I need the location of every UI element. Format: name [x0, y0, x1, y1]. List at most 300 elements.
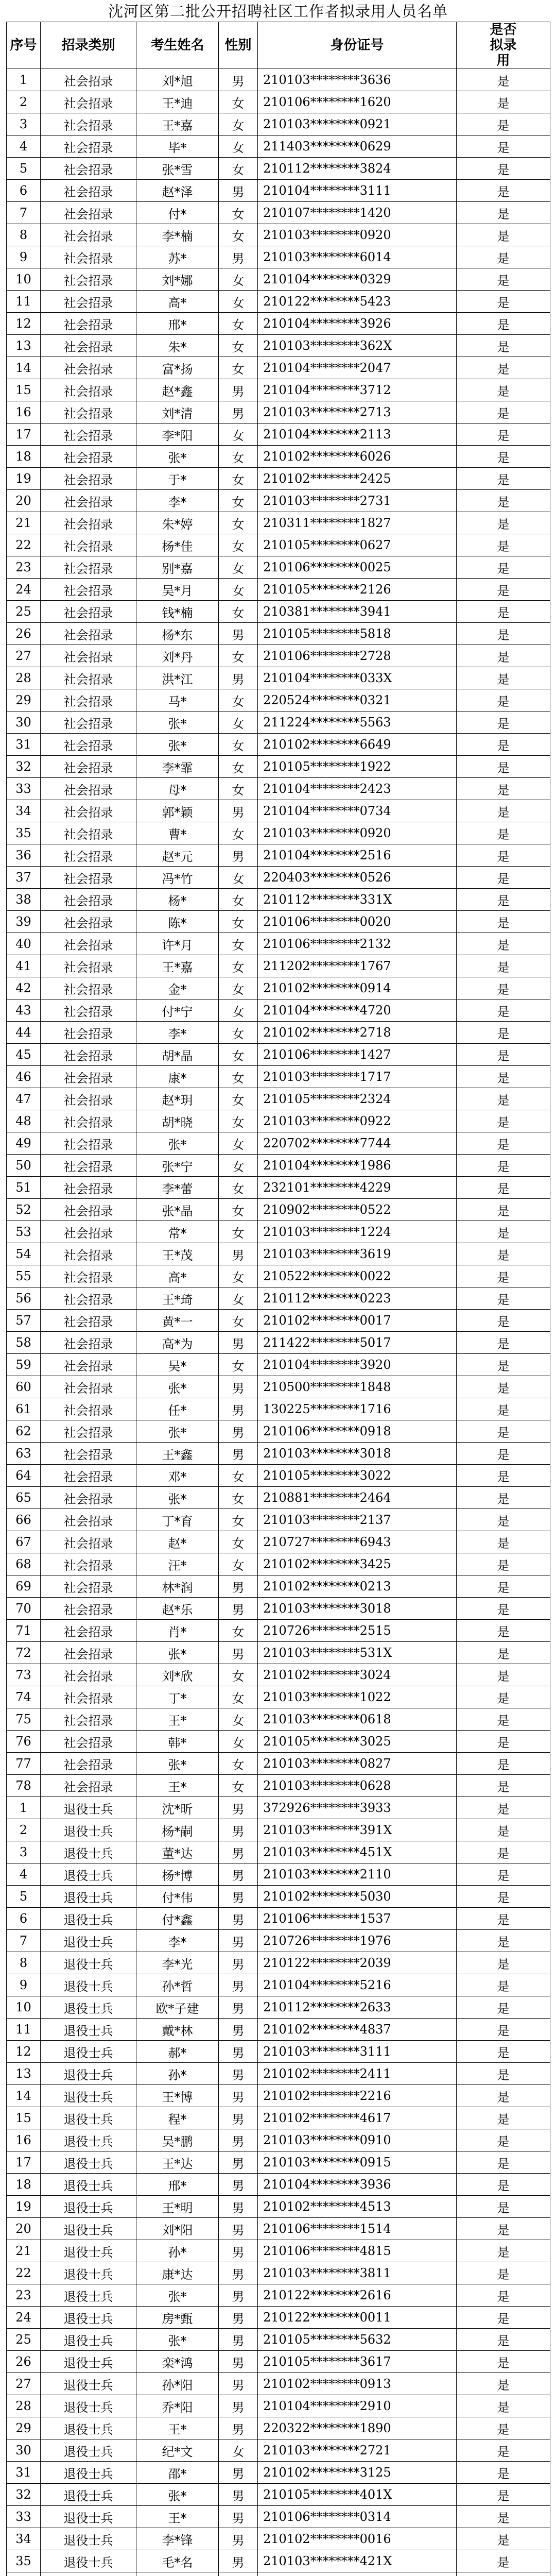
cell-name: 常*: [136, 1221, 219, 1243]
cell-sex: 女: [219, 645, 258, 667]
cell-hired: 是: [457, 2550, 550, 2572]
cell-hired: 是: [457, 778, 550, 800]
cell-name: 董*达: [136, 1841, 219, 1863]
cell-category: 社会招录: [41, 1553, 136, 1575]
cell-sex: 女: [219, 711, 258, 734]
cell-name: 韩*: [136, 1731, 219, 1753]
cell-sex: 男: [219, 2395, 258, 2417]
cell-hired: 是: [457, 1531, 550, 1553]
cell-sex: 女: [219, 1509, 258, 1531]
cell-seq: 50: [7, 1155, 41, 1177]
cell-name: 曹*: [136, 822, 219, 844]
table-row: [7, 1332, 550, 1354]
cell-seq: 43: [7, 999, 41, 1022]
table-row: [7, 1974, 550, 1996]
cell-category: 社会招录: [41, 379, 136, 401]
cell-id-number: 210105********3617: [258, 2351, 457, 2373]
cell-name: 赵*: [136, 1531, 219, 1553]
cell-seq: 7: [7, 202, 41, 224]
table-row: [7, 1066, 550, 1088]
table-row: [7, 1287, 550, 1310]
cell-name: 丁*育: [136, 1509, 219, 1531]
cell-name: 王*: [136, 2417, 219, 2439]
table-row: [7, 711, 550, 734]
cell-id-number: 210102********3425: [258, 1553, 457, 1575]
cell-hired: [457, 2572, 550, 2576]
cell-seq: 32: [7, 2484, 41, 2506]
cell-hired: 是: [457, 1022, 550, 1044]
table-row: [7, 1886, 550, 1908]
cell-seq: 35: [7, 2550, 41, 2572]
cell-name: 刘*丹: [136, 645, 219, 667]
cell-seq: 33: [7, 778, 41, 800]
cell-sex: 男: [219, 1243, 258, 1265]
cell-name: 王*明: [136, 2196, 219, 2218]
cell-id-number: 211224********5563: [258, 711, 457, 734]
cell-seq: 4: [7, 1863, 41, 1886]
cell-id-number: 210726********1976: [258, 1930, 457, 1952]
cell-category: 社会招录: [41, 490, 136, 512]
cell-id-number: 210902********0522: [258, 1199, 457, 1221]
cell-id-number: 210522********0022: [258, 1265, 457, 1287]
cell-seq: 28: [7, 667, 41, 689]
cell-hired: 是: [457, 822, 550, 844]
cell-hired: 是: [457, 1996, 550, 2019]
cell-seq: 63: [7, 1443, 41, 1465]
cell-seq: 53: [7, 1221, 41, 1243]
cell-seq: 51: [7, 1177, 41, 1199]
cell-hired: 是: [457, 446, 550, 468]
cell-id-number: 210103********391X: [258, 1819, 457, 1841]
cell-name: [136, 2572, 219, 2576]
cell-id-number: 210102********2411: [258, 2063, 457, 2085]
cell-sex: 男: [219, 2351, 258, 2373]
cell-hired: 是: [457, 955, 550, 977]
cell-name: 丁*: [136, 1686, 219, 1708]
cell-hired: 是: [457, 335, 550, 357]
cell-id-number: 210104********2113: [258, 423, 457, 446]
cell-name: 邓*: [136, 1465, 219, 1487]
cell-category: 社会招录: [41, 446, 136, 468]
table-row: [7, 2506, 550, 2528]
cell-sex: 女: [219, 113, 258, 135]
cell-name: 赵*鑫: [136, 379, 219, 401]
cell-id-number: 210106********0314: [258, 2506, 457, 2528]
header-hired: [457, 22, 550, 69]
cell-category: 社会招录: [41, 1199, 136, 1221]
cell-seq: 8: [7, 224, 41, 246]
cell-category: 社会招录: [41, 1132, 136, 1155]
cell-category: 社会招录: [41, 135, 136, 158]
cell-sex: 男: [219, 1443, 258, 1465]
cell-category: 退役士兵: [41, 2151, 136, 2174]
cell-name: 杨*东: [136, 623, 219, 645]
cell-sex: 男: [219, 1398, 258, 1420]
cell-category: 退役士兵: [41, 1819, 136, 1841]
table-row: [7, 977, 550, 999]
cell-id-number: [258, 2572, 457, 2576]
cell-category: 退役士兵: [41, 2041, 136, 2063]
cell-sex: 男: [219, 1420, 258, 1443]
cell-seq: 20: [7, 490, 41, 512]
cell-sex: 男: [219, 1376, 258, 1398]
cell-hired: 是: [457, 1265, 550, 1287]
cell-id-number: 210103********1022: [258, 1686, 457, 1708]
cell-id-number: 210103********0910: [258, 2129, 457, 2151]
cell-category: 社会招录: [41, 357, 136, 379]
cell-category: 社会招录: [41, 69, 136, 91]
cell-seq: 48: [7, 1110, 41, 1132]
cell-category: 社会招录: [41, 1598, 136, 1620]
cell-seq: 44: [7, 1022, 41, 1044]
table-row: [7, 2085, 550, 2107]
cell-hired: 是: [457, 1132, 550, 1155]
cell-id-number: 210103********2137: [258, 1509, 457, 1531]
cell-seq: 26: [7, 623, 41, 645]
cell-name: 张*: [136, 1420, 219, 1443]
cell-seq: 18: [7, 446, 41, 468]
cell-category: 社会招录: [41, 1265, 136, 1287]
cell-hired: 是: [457, 2174, 550, 2196]
cell-name: 孙*阳: [136, 2373, 219, 2395]
cell-sex: 男: [219, 2041, 258, 2063]
cell-sex: 女: [219, 1177, 258, 1199]
cell-sex: 男: [219, 1974, 258, 1996]
cell-name: 张*: [136, 2484, 219, 2506]
cell-id-number: 210104********0734: [258, 800, 457, 822]
cell-hired: 是: [457, 113, 550, 135]
table-row: [7, 1487, 550, 1509]
table-row: [7, 158, 550, 180]
cell-hired: 是: [457, 1974, 550, 1996]
cell-sex: 男: [219, 2528, 258, 2550]
table-row: [7, 335, 550, 357]
cell-name: 王*鑫: [136, 1443, 219, 1465]
table-row: [7, 1177, 550, 1199]
table-row: [7, 2351, 550, 2373]
cell-hired: 是: [457, 1221, 550, 1243]
cell-name: 高*为: [136, 1332, 219, 1354]
cell-hired: 是: [457, 202, 550, 224]
table-row: [7, 1443, 550, 1465]
cell-id-number: 210103********0920: [258, 822, 457, 844]
cell-category: 社会招录: [41, 1332, 136, 1354]
table-row: [7, 91, 550, 113]
cell-sex: 男: [219, 1797, 258, 1819]
cell-sex: 女: [219, 1708, 258, 1731]
cell-hired: 是: [457, 135, 550, 158]
table-row: [7, 291, 550, 313]
cell-seq: 19: [7, 2196, 41, 2218]
cell-name: 王*茂: [136, 1243, 219, 1265]
cell-seq: 34: [7, 2528, 41, 2550]
cell-name: 王*博: [136, 2085, 219, 2107]
cell-sex: 男: [219, 2284, 258, 2307]
cell-name: 王*嘉: [136, 113, 219, 135]
cell-id-number: 210106********2728: [258, 645, 457, 667]
cell-seq: 71: [7, 1620, 41, 1642]
cell-name: 李*: [136, 490, 219, 512]
cell-name: 肖*: [136, 1620, 219, 1642]
cell-hired: 是: [457, 490, 550, 512]
cell-hired: 是: [457, 2129, 550, 2151]
cell-hired: 是: [457, 357, 550, 379]
cell-seq: 58: [7, 1332, 41, 1354]
cell-seq: 18: [7, 2174, 41, 2196]
table-row: [7, 911, 550, 933]
cell-seq: 46: [7, 1066, 41, 1088]
table-row: [7, 1376, 550, 1398]
cell-sex: 女: [219, 534, 258, 556]
table-row: [7, 357, 550, 379]
table-row: [7, 1575, 550, 1598]
cell-hired: 是: [457, 1465, 550, 1487]
cell-seq: 31: [7, 2462, 41, 2484]
cell-seq: 23: [7, 2284, 41, 2307]
cell-sex: 男: [219, 800, 258, 822]
cell-id-number: 210122********2616: [258, 2284, 457, 2307]
cell-seq: 32: [7, 756, 41, 778]
header-name: 考生姓名: [136, 22, 219, 69]
cell-hired: 是: [457, 2107, 550, 2129]
cell-id-number: 210104********3920: [258, 1354, 457, 1376]
cell-name: 林*润: [136, 1575, 219, 1598]
cell-category: 社会招录: [41, 867, 136, 889]
cell-name: 孙*: [136, 2240, 219, 2262]
cell-category: 社会招录: [41, 1066, 136, 1088]
cell-category: 社会招录: [41, 800, 136, 822]
table-row: [7, 1310, 550, 1332]
table-row: [7, 379, 550, 401]
cell-sex: 女: [219, 291, 258, 313]
cell-category: 社会招录: [41, 246, 136, 268]
cell-id-number: 210103********2713: [258, 401, 457, 423]
cell-seq: 5: [7, 1886, 41, 1908]
cell-id-number: 210107********1420: [258, 202, 457, 224]
cell-hired: 是: [457, 2307, 550, 2329]
cell-seq: 69: [7, 1575, 41, 1598]
cell-sex: 女: [219, 2439, 258, 2462]
cell-id-number: 210102********2216: [258, 2085, 457, 2107]
cell-name: 李*: [136, 1930, 219, 1952]
table-row: [7, 1996, 550, 2019]
cell-seq: 55: [7, 1265, 41, 1287]
cell-category: 社会招录: [41, 1531, 136, 1553]
cell-id-number: 210104********4720: [258, 999, 457, 1022]
table-row: [7, 2151, 550, 2174]
header-sex: 性别: [219, 22, 258, 69]
cell-name: 母*: [136, 778, 219, 800]
cell-category: 退役士兵: [41, 2085, 136, 2107]
cell-name: 富*扬: [136, 357, 219, 379]
cell-name: 胡*晶: [136, 1044, 219, 1066]
cell-name: 杨*博: [136, 1863, 219, 1886]
cell-category: 社会招录: [41, 1642, 136, 1664]
table-row: [7, 268, 550, 291]
cell-sex: 男: [219, 379, 258, 401]
cell-sex: 女: [219, 1686, 258, 1708]
cell-sex: [219, 2572, 258, 2576]
table-row: [7, 2107, 550, 2129]
cell-hired: 是: [457, 246, 550, 268]
cell-name: 吴*鹏: [136, 2129, 219, 2151]
cell-sex: 女: [219, 756, 258, 778]
cell-name: 张*雪: [136, 158, 219, 180]
cell-seq: 10: [7, 1996, 41, 2019]
cell-hired: 是: [457, 645, 550, 667]
cell-seq: 31: [7, 734, 41, 756]
cell-name: 戴*林: [136, 2019, 219, 2041]
cell-category: 退役士兵: [41, 1863, 136, 1886]
cell-hired: 是: [457, 1509, 550, 1531]
cell-sex: 女: [219, 135, 258, 158]
cell-hired: 是: [457, 2284, 550, 2307]
cell-category: 社会招录: [41, 756, 136, 778]
cell-hired: 是: [457, 468, 550, 490]
table-row: [7, 246, 550, 268]
cell-sex: 女: [219, 1531, 258, 1553]
cell-sex: 男: [219, 2085, 258, 2107]
cell-seq: 33: [7, 2506, 41, 2528]
cell-id-number: 210102********4617: [258, 2107, 457, 2129]
cell-sex: 男: [219, 2417, 258, 2439]
cell-seq: 8: [7, 1952, 41, 1974]
cell-id-number: 210103********3111: [258, 2041, 457, 2063]
cell-name: 欧*子建: [136, 1996, 219, 2019]
cell-hired: 是: [457, 1487, 550, 1509]
cell-sex: 男: [219, 1908, 258, 1930]
table-row: [7, 623, 550, 645]
cell-id-number: 210103********451X: [258, 1841, 457, 1863]
cell-hired: 是: [457, 2063, 550, 2085]
cell-category: 退役士兵: [41, 2240, 136, 2262]
cell-hired: 是: [457, 2506, 550, 2528]
cell-seq: 2: [7, 1819, 41, 1841]
cell-hired: 是: [457, 1664, 550, 1686]
cell-seq: 21: [7, 512, 41, 534]
cell-category: 社会招录: [41, 158, 136, 180]
cell-name: 张*: [136, 1642, 219, 1664]
table-row: [7, 1531, 550, 1553]
cell-sex: 女: [219, 1022, 258, 1044]
cell-seq: 75: [7, 1708, 41, 1731]
table-row: [7, 180, 550, 202]
cell-seq: 15: [7, 379, 41, 401]
cell-name: 冯*竹: [136, 867, 219, 889]
cell-category: 社会招录: [41, 1620, 136, 1642]
cell-id-number: 210102********6026: [258, 446, 457, 468]
cell-category: 社会招录: [41, 1509, 136, 1531]
cell-hired: 是: [457, 1376, 550, 1398]
cell-id-number: 210102********3125: [258, 2462, 457, 2484]
table-row: [7, 2528, 550, 2550]
cell-name: 胡*晓: [136, 1110, 219, 1132]
cell-id-number: 210104********3712: [258, 379, 457, 401]
cell-category: 社会招录: [41, 1465, 136, 1487]
cell-hired: 是: [457, 1731, 550, 1753]
cell-name: 刘*清: [136, 401, 219, 423]
cell-seq: 13: [7, 335, 41, 357]
cell-seq: 78: [7, 1775, 41, 1797]
table-row: [7, 2129, 550, 2151]
table-row: [7, 1243, 550, 1265]
cell-name: 许*月: [136, 933, 219, 955]
cell-category: 退役士兵: [41, 2550, 136, 2572]
cell-name: 苏*: [136, 246, 219, 268]
table-row: [7, 401, 550, 423]
table-row: [7, 446, 550, 468]
cell-sex: 男: [219, 623, 258, 645]
cell-category: 社会招录: [41, 1044, 136, 1066]
cell-sex: 女: [219, 1199, 258, 1221]
cell-name: 李*锋: [136, 2528, 219, 2550]
cell-id-number: 130225********1716: [258, 1398, 457, 1420]
cell-hired: 是: [457, 601, 550, 623]
cell-category: 社会招录: [41, 1022, 136, 1044]
cell-sex: 女: [219, 933, 258, 955]
cell-name: 刘*娜: [136, 268, 219, 291]
cell-name: 黄*一: [136, 1310, 219, 1332]
cell-category: 退役士兵: [41, 2063, 136, 2085]
cell-id-number: 210103********362X: [258, 335, 457, 357]
cell-seq: 16: [7, 2129, 41, 2151]
cell-seq: 52: [7, 1199, 41, 1221]
cell-name: 杨*嗣: [136, 1819, 219, 1841]
table-row: [7, 2550, 550, 2572]
cell-category: 社会招录: [41, 667, 136, 689]
cell-seq: 13: [7, 2063, 41, 2085]
cell-seq: 30: [7, 2439, 41, 2462]
cell-seq: 66: [7, 1509, 41, 1531]
table-row: [7, 2284, 550, 2307]
cell-hired: 是: [457, 1553, 550, 1575]
cell-name: 李*光: [136, 1952, 219, 1974]
cell-id-number: 210104********2047: [258, 357, 457, 379]
cell-category: 社会招录: [41, 999, 136, 1022]
cell-sex: 女: [219, 446, 258, 468]
cell-seq: 74: [7, 1686, 41, 1708]
cell-seq: 54: [7, 1243, 41, 1265]
cell-seq: 10: [7, 268, 41, 291]
cell-name: 毕*: [136, 135, 219, 158]
table-row: [7, 1664, 550, 1686]
cell-seq: 29: [7, 2417, 41, 2439]
cell-category: 社会招录: [41, 1708, 136, 1731]
cell-hired: 是: [457, 1398, 550, 1420]
table-row: [7, 2240, 550, 2262]
cell-name: 杨*佳: [136, 534, 219, 556]
cell-category: 社会招录: [41, 623, 136, 645]
cell-name: 王*: [136, 2506, 219, 2528]
cell-name: 刘*阳: [136, 2218, 219, 2240]
table-row: [7, 645, 550, 667]
cell-seq: 41: [7, 955, 41, 977]
cell-name: 朱*: [136, 335, 219, 357]
cell-seq: 39: [7, 911, 41, 933]
cell-id-number: 210105********401X: [258, 2484, 457, 2506]
cell-sex: 男: [219, 1952, 258, 1974]
cell-sex: 男: [219, 2196, 258, 2218]
table-row: [7, 1908, 550, 1930]
cell-sex: 女: [219, 202, 258, 224]
cell-sex: 女: [219, 1731, 258, 1753]
cell-seq: 21: [7, 2240, 41, 2262]
cell-id-number: 210103********3811: [258, 2262, 457, 2284]
table-row: [7, 2019, 550, 2041]
table-row: [7, 1110, 550, 1132]
header-hired-label: 是否拟录用: [490, 22, 517, 69]
cell-hired: 是: [457, 534, 550, 556]
